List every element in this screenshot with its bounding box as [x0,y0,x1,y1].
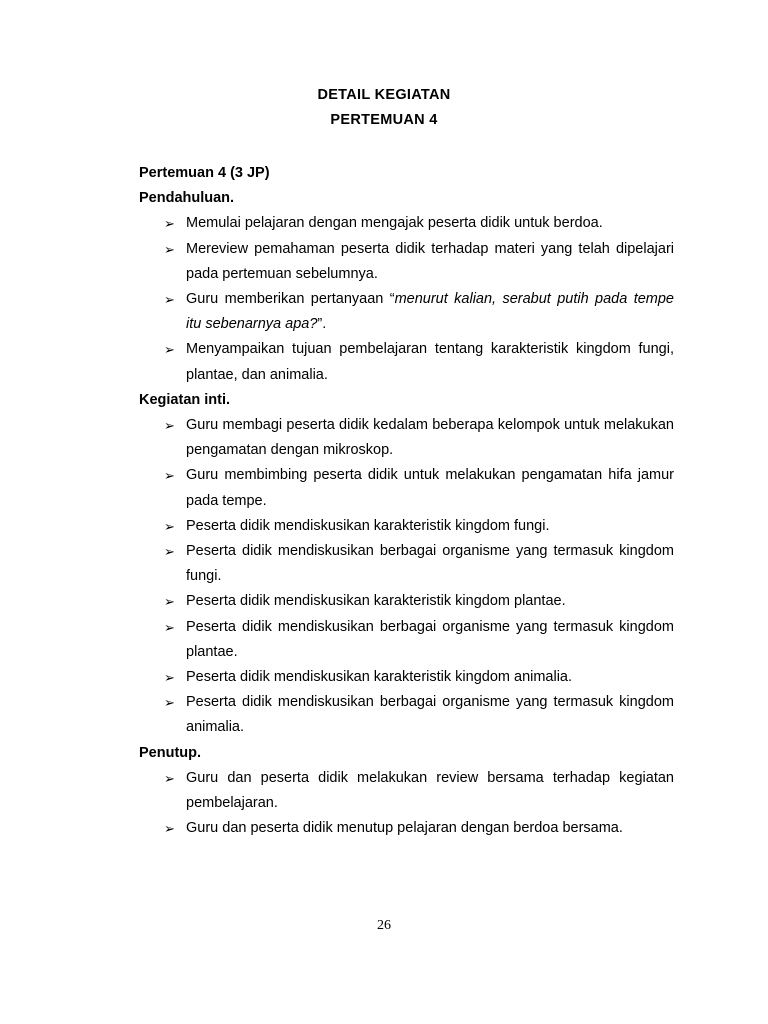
list-item-text: Guru dan peserta didik melakukan review bersama terhadap kegiatan pembelajaran. [186,769,674,812]
document-subtitle: PERTEMUAN 4 [330,112,438,128]
list-item [139,665,674,690]
arrowhead-bullet-icon: ➢ [164,241,175,257]
list-item-question: menurut kalian, serabut putih pada tempe itu sebenarnya apa? [186,291,674,333]
list-item-text: Peserta didik mendiskusikan berbagai organisme yang termasuk kingdom plantae. [186,618,674,660]
arrowhead-bullet-icon: ➢ [164,292,175,308]
list-item-text: Peserta didik mendiskusikan berbagai organisme yang termasuk kingdom fungi. [186,543,674,585]
arrowhead-bullet-icon: ➢ [164,695,175,711]
list-item-text: Peserta didik mendiskusikan karakteristik kingdom fungi. [186,517,550,534]
list-item-text: Peserta didik mendiskusikan karakteristik kingdom plantae. [186,593,566,610]
list-item-text-prefix: Guru memberikan pertanyaan “ [186,291,395,308]
list-item-text: Guru membagi peserta didik kedalam beberapa kelompok untuk melakukan pengamatan dengan mikroskop. [186,417,674,459]
section-heading-kegiatan-inti: Kegiatan inti. [139,391,231,408]
list-item-text: Guru dan peserta didik menutup pelajaran dengan berdoa bersama. [186,820,623,837]
list-item [139,816,674,841]
list-item-text: Guru membimbing peserta didik untuk melakukan pengamatan hifa jamur pada tempe. [186,467,674,509]
list-item [139,615,674,665]
list-item [139,237,674,287]
list-item [139,589,674,614]
arrowhead-bullet-icon: ➢ [164,770,175,786]
meeting-label: Pertemuan 4 (3 JP) [139,165,270,181]
arrowhead-bullet-icon: ➢ [164,342,175,358]
list-item [139,287,674,337]
arrowhead-bullet-icon: ➢ [164,544,175,560]
page-number: 26 [377,918,391,933]
section-list-penutup [139,766,674,842]
section-heading-penutup: Penutup. [139,744,202,761]
list-item-text-suffix: ”. [317,316,327,333]
list-item-text: Mereview pemahaman peserta didik terhadap materi yang telah dipelajari pada pertemuan sebelumnya. [186,240,674,282]
list-item-text: Menyampaikan tujuan pembelajaran tentang karakteristik kingdom fungi, plantae, dan animalia. [186,341,674,383]
arrowhead-bullet-icon: ➢ [164,216,175,232]
arrowhead-bullet-icon: ➢ [164,670,175,686]
section-list-kegiatan-inti [139,413,674,741]
arrowhead-bullet-icon: ➢ [164,518,175,534]
list-item [139,413,674,463]
list-item-text: Peserta didik mendiskusikan karakteristik kingdom animalia. [186,669,573,686]
list-item [139,539,674,589]
arrowhead-bullet-icon: ➢ [164,468,175,484]
section-list-pendahuluan [139,211,674,387]
list-item-text: Peserta didik mendiskusikan berbagai organisme yang termasuk kingdom animalia. [186,694,674,736]
section-heading-pendahuluan: Pendahuluan. [139,190,235,207]
list-item [139,766,674,816]
list-item [139,211,674,236]
arrowhead-bullet-icon: ➢ [164,418,175,434]
arrowhead-bullet-icon: ➢ [164,619,175,635]
arrowhead-bullet-icon: ➢ [164,821,175,837]
document-title: DETAIL KEGIATAN [317,87,451,103]
arrowhead-bullet-icon: ➢ [164,594,175,610]
list-item [139,514,674,539]
list-item-text: Memulai pelajaran dengan mengajak peserta didik untuk berdoa. [186,215,603,232]
list-item [139,463,674,513]
list-item [139,690,674,740]
list-item [139,337,674,387]
document-body [139,161,674,841]
